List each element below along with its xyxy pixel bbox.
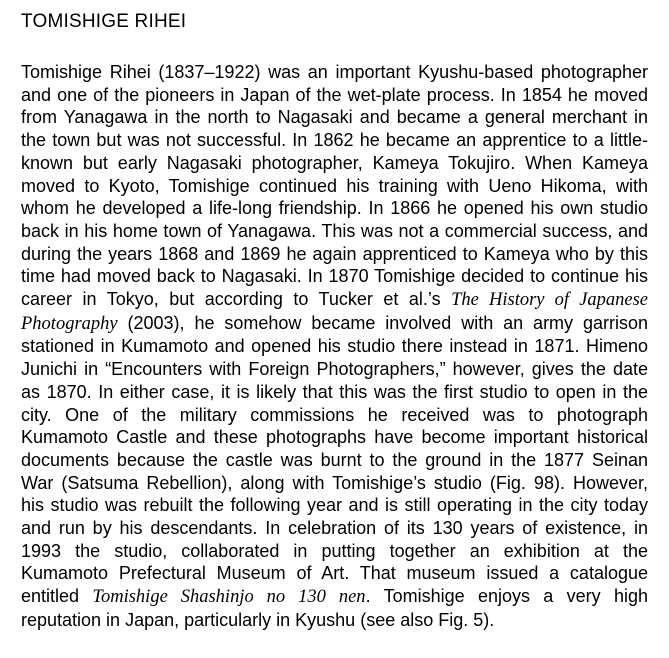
body-text-part-1: Tomishige Rihei (1837–1922) was an important Kyushu-based photographer and one of the pioneers in Japan of the wet-plate process. In 1854 he moved from Yanagawa in the north to Nagasaki and became a general merchant in the town but was not successful. In 1862 he became an apprentice to a little-known but early Nagasaki photographer, Kameya Tokujiro. When Kameya moved to Kyoto, Tomishige continued his training with Ueno Hikoma, with whom he developed a life-long friendship. In 1866 he opened his own studio back in his home town of Yanagawa. This was not a commercial success, and during the years 1868 and 1869 he again apprenticed to Kameya who by this time had moved back to Nagasaki. In 1870 Tomishige decided to continue his career in Tokyo, but according to Tucker et al.’s xyxy=(21,62,648,310)
body-text-part-3: . Tomishige enjoys a very high reputation in Japan, particularly in Kyushu (see also Fig. 5). xyxy=(21,586,649,630)
book-title-history-of-japanese-photography: The History of Japanese Photography xyxy=(21,290,649,334)
entry-title: TOMISHIGE RIHEI xyxy=(21,11,187,32)
entry-body xyxy=(21,61,648,632)
book-title-tomishige-shashinjo: Tomishige Shashinjo no 130 nen xyxy=(92,587,366,608)
body-text-part-2: (2003), he somehow became involved with an army garrison stationed in Kumamoto and opened his studio there instead in 1871. Himeno Junichi in “Encounters with Foreign Photographers,” however, gives the date as 1870. In either case, it is likely that this was the first studio to open in the city. One of the military commissions he received was to photograph Kumamoto Castle and these photographs have become important historical documents because the castle was burnt to the ground in the 1877 Seinan War (Satsuma Rebellion), along with Tomishige’s studio (Fig. 98). However, his studio was rebuilt the following year and is still operating in the city today and run by his descendants. In celebration of its 130 years of existence, in 1993 the studio, collaborated in putting together an exhibition at the Kumamoto Prefectural Museum of Art. That museum issued a catalogue entitled xyxy=(21,312,648,607)
document-page xyxy=(21,10,648,632)
